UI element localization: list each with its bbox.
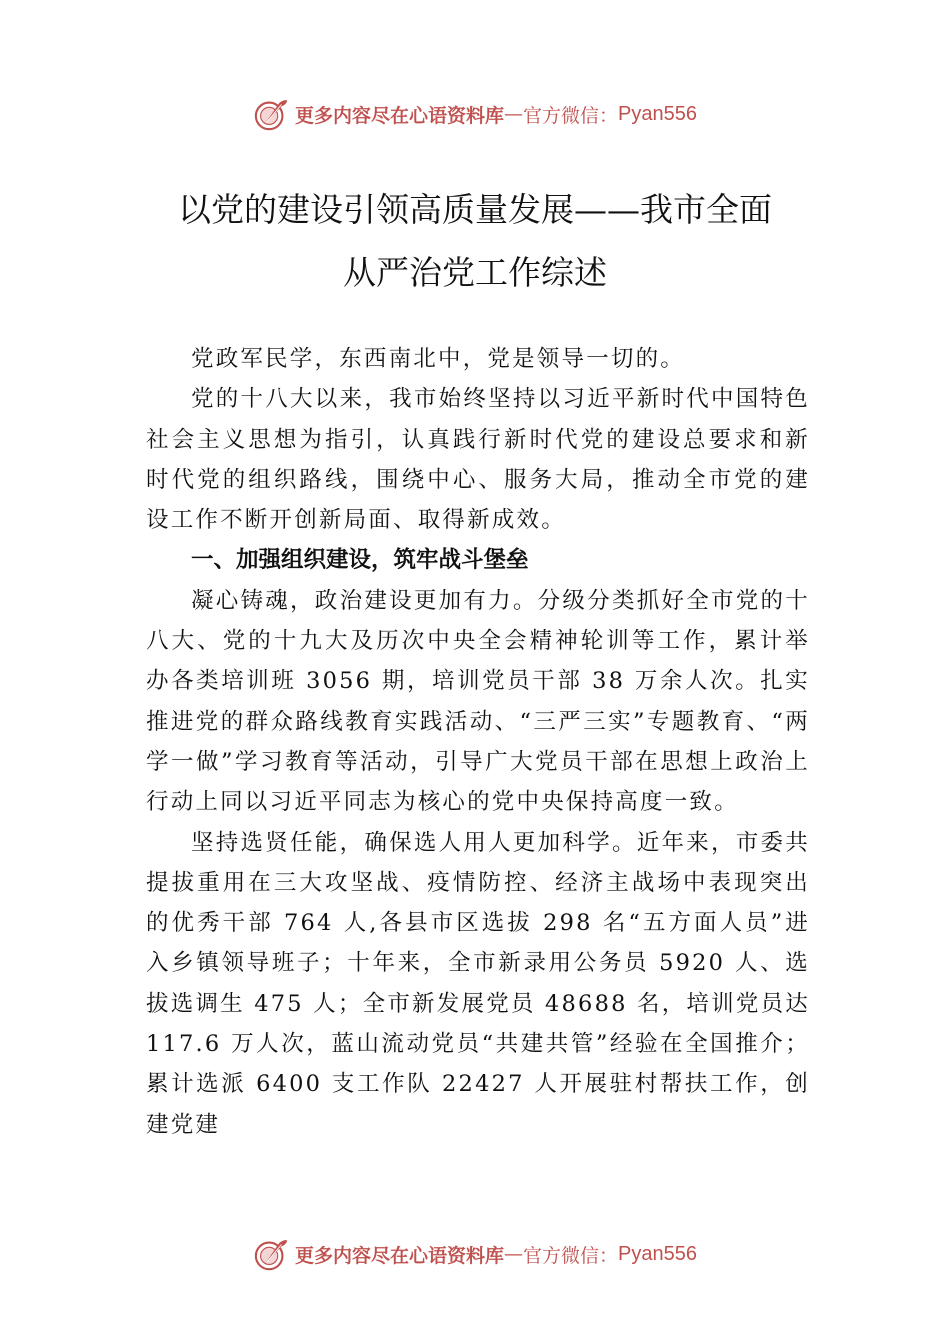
section-paragraph: 凝心铸魂，政治建设更加有力。分级分类抓好全市党的十八大、党的十九大及历次中央全会精神轮训等工作，累计举办各类培训班 3056 期，培训党员干部 38 万余人次。扎实推进党的群众路线教育实践活动、“三严三实”专题教育、“两学一做”学习教育等活动，引导广大党员干部在思想上政治上行动上同以习近平同志为核心的党中央保持高度一致。: [146, 587, 810, 816]
quill-pen-icon: [253, 1235, 291, 1273]
banner-wechat-id: Pyan556: [618, 1242, 697, 1265]
section-heading: 一、加强组织建设，筑牢战斗堡垒: [191, 547, 529, 574]
title-line-1: 以党的建设引领高质量发展——我市全面: [178, 190, 772, 229]
banner-main-text: 更多内容尽在心语资料库: [295, 1244, 505, 1267]
banner-wechat-label: 官方微信：: [523, 1244, 619, 1267]
quill-pen-icon: [253, 95, 291, 133]
section-paragraph: 坚持选贤任能，确保选人用人更加科学。近年来，市委共提拔重用在三大攻坚战、疫情防控、经济主战场中表现突出的优秀干部 764 人,各县市区选拔 298 名“五方面人员”进入乡镇领导班子；十年来，全市新录用公务员 5920 人、选拔选调生 475 人；全市新发展党员 48688 名，培训党员达 117.6 万人次，蓝山流动党员“共建共管”经验在全国推介；累计选派 6400 支工作队 22427 人开展驻村帮扶工作，创建党建: [146, 829, 810, 1138]
banner-main-text: 更多内容尽在心语资料库: [295, 104, 505, 127]
banner-separator: —: [504, 1243, 524, 1265]
overview-paragraph: 党的十八大以来，我市始终坚持以习近平新时代中国特色社会主义思想为指引，认真践行新时代党的建设总要求和新时代党的组织路线，围绕中心、服务大局，推动全市党的建设工作不断开创新局面、取得新成效。: [146, 386, 810, 534]
footer-banner: [0, 1232, 950, 1276]
document-title: [100, 178, 850, 304]
header-banner: [0, 92, 950, 136]
banner-wechat-id: Pyan556: [618, 102, 697, 125]
intro-paragraph: 党政军民学，东西南北中，党是领导一切的。: [191, 346, 686, 372]
title-line-2: 从严治党工作综述: [343, 253, 607, 292]
banner-wechat-label: 官方微信：: [523, 104, 619, 127]
banner-separator: —: [504, 103, 524, 125]
document-body: [146, 339, 810, 1145]
